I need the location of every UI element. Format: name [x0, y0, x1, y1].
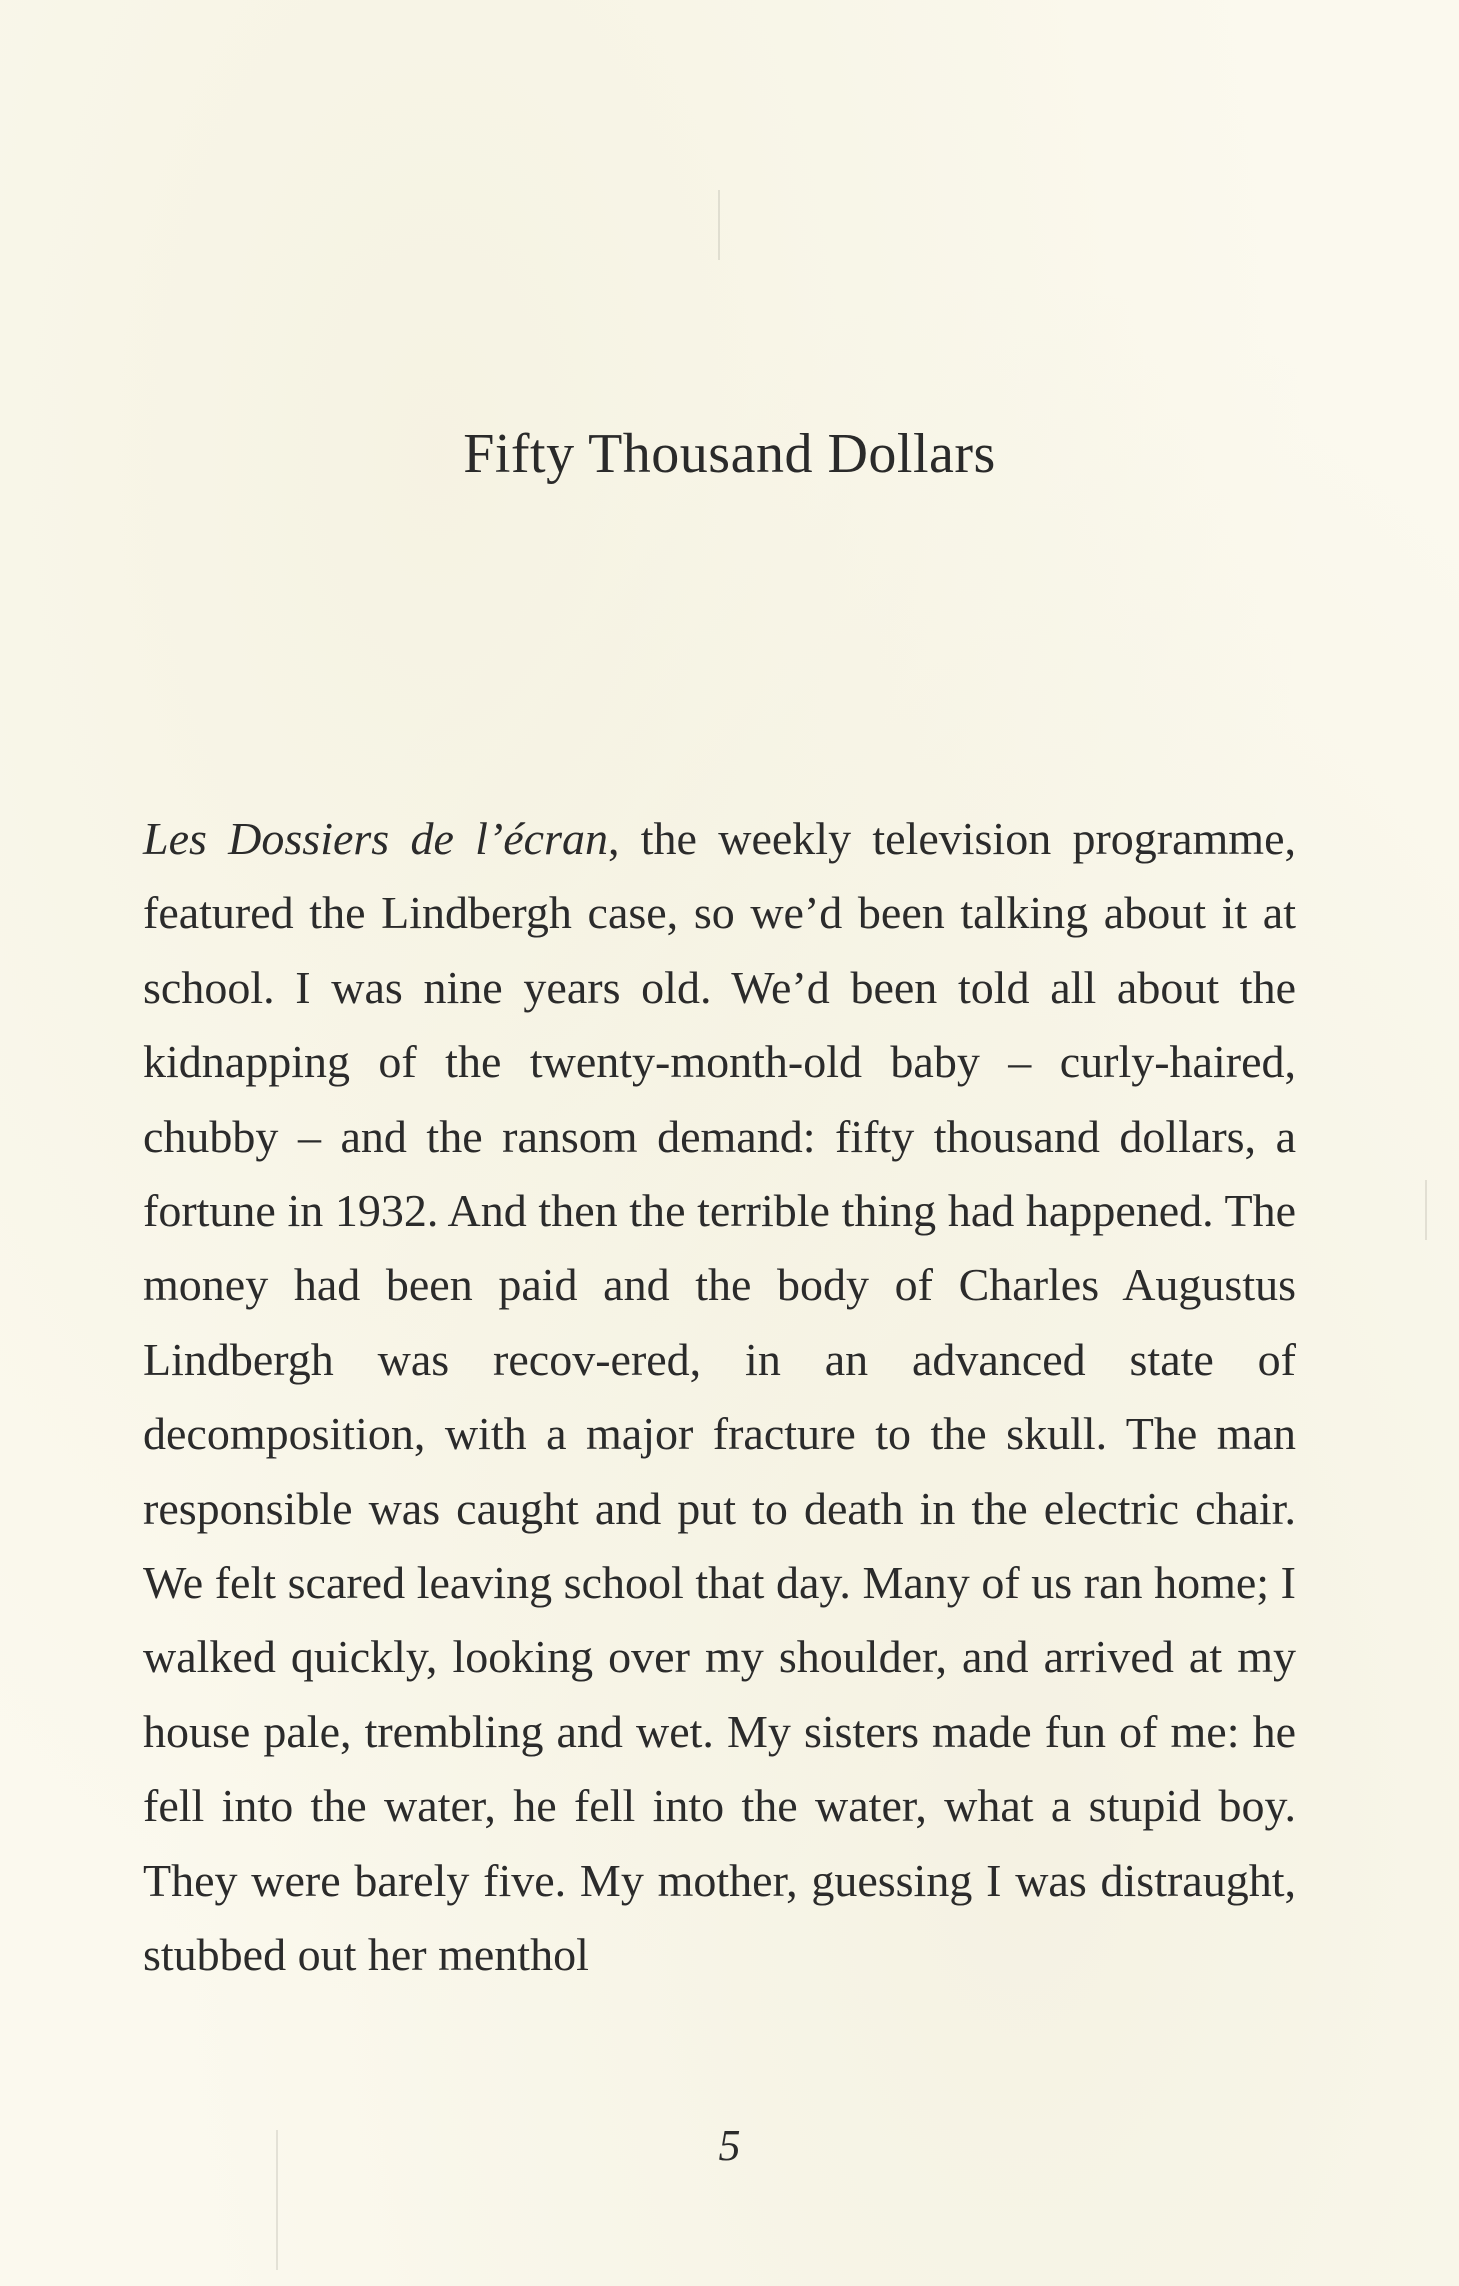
paragraph-text: , the weekly television programme, featured the Lindbergh case, so we’d been talking about it at school. I was nine years old. We’d been told all about the kidnapping of the twenty-month-old baby – curly-haired, chubby – and the ransom demand: fifty thousand dollars, a fortune in 1932. And then the terrible thing had happened. The money had been paid and the body of Charles Augustus Lindbergh was recov- [143, 813, 1296, 1385]
paragraph-text-continued: ered, in an advanced state of decomposition, with a major fracture to the skull. The man responsible was caught and put to death in the electric chair. We felt scared leaving school that day. Many of us ran home; I walked quickly, looking over my shoulder, and arrived at my house pale, trembling and wet. My sisters made fun of me: he fell into the water, he fell into the water, what a stupid boy. They were barely five. My mother, guessing I was distraught, stubbed out her menthol [143, 1333, 1296, 1981]
scan-artifact [718, 190, 720, 260]
programme-title: Les Dossiers de l’écran [143, 813, 608, 864]
chapter-title: Fifty Thousand Dollars [463, 423, 996, 485]
body-paragraph [143, 802, 1296, 1993]
scan-artifact [1425, 1180, 1427, 1240]
page-number: 5 [718, 2121, 741, 2170]
